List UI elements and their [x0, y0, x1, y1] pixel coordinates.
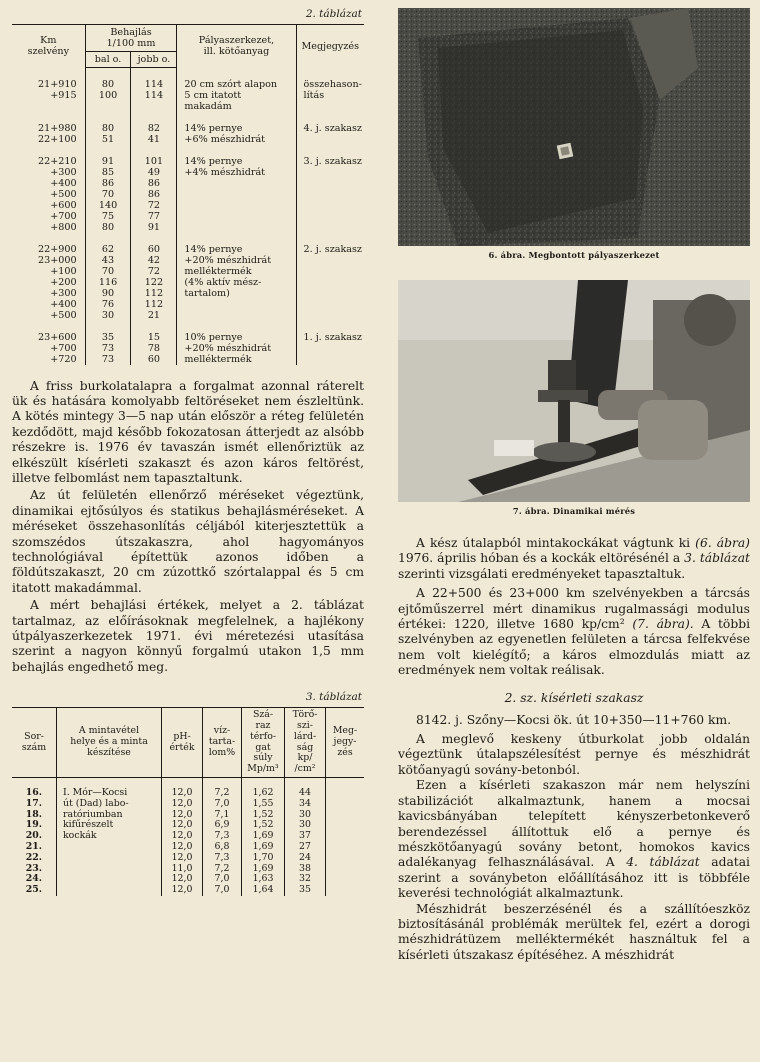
- col-hely-header: A mintavétel helye és a minta készítése: [57, 708, 162, 778]
- palya-cell: 14% pernye +4% mészhidrát: [177, 145, 296, 233]
- km-cell: 21+980 22+100: [12, 112, 85, 145]
- sor-cell: 17.: [12, 799, 57, 810]
- table3-caption: 3. táblázat: [305, 691, 362, 704]
- ph-cell: 12,0: [162, 842, 203, 853]
- col-jobb-header: jobb o.: [131, 52, 177, 68]
- ph-cell: 12,0: [162, 853, 203, 864]
- toro-cell: 30: [285, 820, 326, 831]
- suly-cell: 1,52: [242, 820, 285, 831]
- megj-cell: [326, 820, 365, 831]
- suly-cell: 1,64: [242, 885, 285, 896]
- viz-cell: 6,9: [203, 820, 242, 831]
- palya-cell: 14% pernye +20% mészhidrát melléktermék (4% aktív mész- tartalom): [177, 233, 296, 321]
- jobb-cell: 15 78 60: [131, 321, 177, 365]
- col-palya-header: Pályaszerkezet, ill. kötőanyag: [177, 25, 296, 68]
- sor-cell: 23.: [12, 864, 57, 875]
- bal-cell: 80 100: [85, 68, 131, 112]
- megj-cell: [326, 885, 365, 896]
- viz-cell: 6,8: [203, 842, 242, 853]
- megj-cell: [326, 831, 365, 842]
- jobb-cell: 101 49 86 86 72 77 91: [131, 145, 177, 233]
- megj-cell: [326, 874, 365, 885]
- viz-cell: 7,3: [203, 831, 242, 842]
- sor-cell: 22.: [12, 853, 57, 864]
- col-sor-header: Sor- szám: [12, 708, 57, 778]
- table-row: [12, 145, 364, 233]
- paragraph-sampling: A kész útalapból mintakockákat vágtunk ki (6. ábra) 1976. április hóban és a kockák eltörésénél a 3. táblázat szerinti vizsgálati eredményeket tapasztaltuk.: [398, 536, 750, 581]
- megj-cell: [326, 853, 365, 864]
- toro-cell: 35: [285, 885, 326, 896]
- suly-cell: 1,55: [242, 799, 285, 810]
- viz-cell: 7,0: [203, 885, 242, 896]
- paragraph-road: 8142. j. Szőny—Kocsi ök. út 10+350—11+760 km.: [416, 712, 732, 727]
- col-megj-header: Megjegyzés: [296, 25, 364, 68]
- figure7-photo: [398, 280, 750, 502]
- figure7-caption: 7. ábra. Dinamikai mérés: [512, 506, 636, 516]
- suly-cell: 1,52: [242, 810, 285, 821]
- km-cell: 22+210 +300 +400 +500 +600 +700 +800: [12, 145, 85, 233]
- km-cell: 22+900 23+000 +100 +200 +300 +400 +500: [12, 233, 85, 321]
- col-viz-header: víz- tarta- lom%: [203, 708, 242, 778]
- ph-cell: 12,0: [162, 874, 203, 885]
- paragraph: A mért behajlási értékek, melyet a 2. táblázat tartalmaz, az előírásoknak megfelelnek, a hajlékony útpályaszerkezetek 1971. évi méretezési utasítása szerint a nagyon könnyű forgalmú utakon 1,5 mm behajlás engedhető meg.: [12, 598, 364, 674]
- viz-cell: 7,0: [203, 874, 242, 885]
- dynamic-measurement-photo: [398, 280, 750, 502]
- megj-cell: [326, 842, 365, 853]
- col-megj3-header: Meg- jegy- zés: [326, 708, 365, 778]
- note-cell: 1. j. szakasz: [303, 331, 362, 343]
- palya-cell: 14% pernye +6% mészhidrát: [177, 112, 296, 145]
- megj-cell: [326, 864, 365, 875]
- jobb-cell: 82 41: [131, 112, 177, 145]
- note-cell: összehason- lítás: [303, 78, 362, 101]
- viz-cell: 7,2: [203, 864, 242, 875]
- suly-cell: 1,69: [242, 842, 285, 853]
- col-ph-header: pH- érték: [162, 708, 203, 778]
- paragraph: Az út felületén ellenőrző méréseket végeztünk, dinamikai ejtősúlyos és statikus behajlásméréseket. A méréseket összehasonlítás céljából kiterjesztettük a szomszédos útszakaszra, ahol hagyományos technológiával építettük azonos időben a földútszakaszt, 20 cm zúzottkő szórtalappal és 5 cm itatott makadámmal.: [12, 488, 364, 595]
- viz-cell: 7,0: [203, 799, 242, 810]
- table3: [12, 707, 364, 896]
- table-row: [12, 233, 364, 321]
- sor-cell: 18.: [12, 810, 57, 821]
- table-row: [12, 778, 364, 799]
- suly-cell: 1,69: [242, 864, 285, 875]
- bal-cell: 91 85 86 70 140 75 80: [85, 145, 131, 233]
- col-km-header: Km szelvény: [12, 25, 85, 68]
- paragraph-mixing: Ezen a kísérleti szakaszon már nem helyszíni stabilizációt alkalmaztunk, hanem a mocsai kavicsbányában telepített kényszerbetonkeverő berendezéssel állítottuk elő a pernye és mészkötőanyagú sovány betont, homokos kavics adalékanyag felhasználásával. A 4. táblázat adatai szerint a soványbeton előállításához itt is többféle keverési technológiát alkalmaztunk.: [398, 778, 750, 901]
- col-szaraz-header: Szá- raz térfo- gat súly Mp/m³: [242, 708, 285, 778]
- figure6-photo: [398, 8, 750, 246]
- ph-cell: 12,0: [162, 831, 203, 842]
- note-cell: 2. j. szakasz: [303, 243, 362, 255]
- paragraph-modulus: A 22+500 és 23+000 km szelvényekben a tárcsás ejtőműszerrel mért dinamikus rugalmassági modulus értékei: 1220, illetve 1680 kp/cm² (7. ábra). A többi szelvényben az egyenetlen felületen a tárcsa felfekvése nem volt kielégítő; a káros elmozdulás miatt az eredmények nem voltak reálisak.: [398, 586, 750, 678]
- table-row: [12, 68, 364, 112]
- location-cell: I. Mór—Kocsi út (Dad) labo- ratóriumban kifűrészelt kockák: [57, 778, 162, 896]
- table-row: [12, 112, 364, 145]
- megj-cell: [326, 799, 365, 810]
- ph-cell: 11,0: [162, 864, 203, 875]
- toro-cell: 37: [285, 831, 326, 842]
- paragraph: A friss burkolatalapra a forgalmat azonnal ráterelt ük és hatására komolyabb feltöréseket nem észleltünk. A kötés mintegy 3—5 nap után először a réteg felületén kezdődött, majd később fokozatosan átterjedt az alsóbb részekre is. 1976 év tavaszán ismét ellenőriztük az elkészült kísérleti szakaszt és azon káros feltörést, illetve felbomlást nem tapasztaltunk.: [12, 378, 364, 485]
- left-column: [12, 8, 364, 896]
- sor-cell: 20.: [12, 831, 57, 842]
- note-cell: 4. j. szakasz: [303, 122, 362, 134]
- toro-cell: 44: [285, 778, 326, 799]
- sor-cell: 19.: [12, 820, 57, 831]
- figure6-caption: 6. ábra. Megbontott pályaszerkezet: [488, 250, 660, 260]
- viz-cell: 7,2: [203, 778, 242, 799]
- toro-cell: 34: [285, 799, 326, 810]
- right-column: [398, 8, 750, 963]
- ph-cell: 12,0: [162, 820, 203, 831]
- pavement-cut-photo: [398, 8, 750, 246]
- km-cell: 21+910 +915: [12, 68, 85, 112]
- col-behajlas-header: Behajlás 1/100 mm: [85, 25, 177, 52]
- palya-cell: 20 cm szórt alapon 5 cm itatott makadám: [177, 68, 296, 112]
- col-bal-header: bal o.: [85, 52, 131, 68]
- megj-cell: [326, 810, 365, 821]
- ph-cell: 12,0: [162, 810, 203, 821]
- km-cell: 23+600 +700 +720: [12, 321, 85, 365]
- jobb-cell: 60 42 72 122 112 112 21: [131, 233, 177, 321]
- bal-cell: 80 51: [85, 112, 131, 145]
- toro-cell: 32: [285, 874, 326, 885]
- table-row: [12, 321, 364, 365]
- toro-cell: 24: [285, 853, 326, 864]
- bal-cell: 62 43 70 116 90 76 30: [85, 233, 131, 321]
- sor-cell: 24.: [12, 874, 57, 885]
- toro-cell: 30: [285, 810, 326, 821]
- suly-cell: 1,69: [242, 831, 285, 842]
- col-toro-header: Törő- szi- lárd- ság kp/ /cm²: [285, 708, 326, 778]
- toro-cell: 27: [285, 842, 326, 853]
- note-cell: 3. j. szakasz: [303, 155, 362, 167]
- table2: [12, 24, 364, 365]
- suly-cell: 1,70: [242, 853, 285, 864]
- paragraph-lime: Mészhidrát beszerzésénél és a szállítóeszköz biztosításánál problémák merültek fel, ezért a dorogi mészhidrátüzem melléktermékét használtuk fel a kísérleti útszakasz építéséhez. A mészhidrát: [398, 901, 750, 962]
- sor-cell: 21.: [12, 842, 57, 853]
- sor-cell: 16.: [12, 778, 57, 799]
- viz-cell: 7,1: [203, 810, 242, 821]
- suly-cell: 1,63: [242, 874, 285, 885]
- paragraph-widening: A meglevő keskeny útburkolat jobb oldalán végeztünk útalapszélesítést pernye és mészhidrát kötőanyagú sovány-betonból.: [398, 732, 750, 777]
- palya-cell: 10% pernye +20% mészhidrát melléktermék: [177, 321, 296, 365]
- table2-caption: 2. táblázat: [305, 8, 362, 20]
- ph-cell: 12,0: [162, 885, 203, 896]
- bal-cell: 35 73 73: [85, 321, 131, 365]
- suly-cell: 1,62: [242, 778, 285, 799]
- viz-cell: 7,3: [203, 853, 242, 864]
- sor-cell: 25.: [12, 885, 57, 896]
- section-title: 2. sz. kísérleti szakasz: [504, 690, 644, 705]
- ph-cell: 12,0: [162, 799, 203, 810]
- jobb-cell: 114 114: [131, 68, 177, 112]
- ph-cell: 12,0: [162, 778, 203, 799]
- toro-cell: 38: [285, 864, 326, 875]
- megj-cell: [326, 778, 365, 799]
